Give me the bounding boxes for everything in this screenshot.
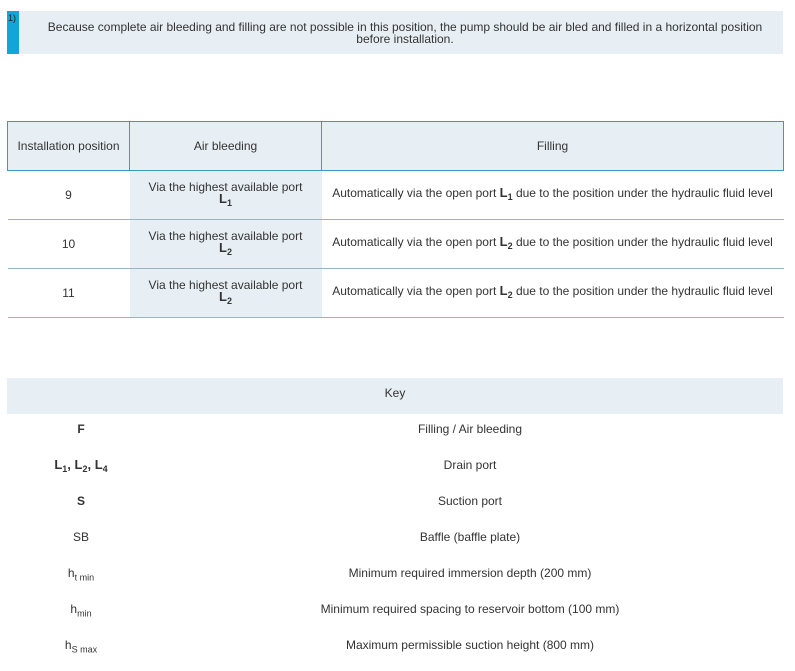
port-letter: L <box>499 185 508 200</box>
air-bleeding-port <box>219 191 232 206</box>
key-description: Drain port <box>443 458 497 472</box>
cell-position: 11 <box>8 269 130 318</box>
key-description: Suction port <box>437 494 503 508</box>
key-symbol <box>7 630 155 666</box>
port-subscript: 2 <box>507 290 513 300</box>
cell-position: 9 <box>8 171 130 220</box>
cell-air-bleeding <box>130 220 322 269</box>
symbol-letter: h <box>64 638 72 652</box>
key-symbol: SB <box>72 530 89 544</box>
key-row <box>7 486 783 522</box>
note-marker <box>7 11 19 54</box>
air-bleeding-port <box>219 240 232 255</box>
note-number: 1) <box>8 13 17 23</box>
key-symbol <box>7 594 155 630</box>
note-box <box>7 11 783 54</box>
filling-port <box>500 234 513 249</box>
symbol-separator: , <box>87 457 95 472</box>
table-row <box>8 269 784 318</box>
header-installation-position: Installation position <box>8 122 130 171</box>
key-header: Key <box>7 378 783 414</box>
symbol-subscript: min <box>77 608 92 619</box>
key-description: Minimum required spacing to reservoir bottom (100 mm) <box>320 602 620 616</box>
key-row <box>7 594 783 630</box>
header-filling: Filling <box>322 122 784 171</box>
table-row <box>8 220 784 269</box>
filling-prefix: Automatically via the open port <box>332 235 497 249</box>
key-row <box>7 522 783 558</box>
symbol-letter: L <box>54 457 63 472</box>
symbol-letter: L <box>74 457 83 472</box>
key-symbol: S <box>76 494 85 508</box>
symbol-subscript: 1 <box>62 464 68 474</box>
port-subscript: 2 <box>226 296 232 306</box>
filling-prefix: Automatically via the open port <box>332 284 497 298</box>
port-letter: L <box>219 289 227 304</box>
port-subscript: 1 <box>507 192 513 202</box>
cell-filling <box>322 269 784 318</box>
air-bleeding-text: Via the highest available port <box>148 229 303 243</box>
installation-table <box>7 121 784 318</box>
table-header-row <box>8 122 784 171</box>
key-row <box>7 558 783 594</box>
filling-port <box>500 283 513 298</box>
port-letter: L <box>219 240 227 255</box>
table-row <box>8 171 784 220</box>
symbol-subscript: 2 <box>82 464 88 474</box>
symbol-separator: , <box>67 457 75 472</box>
filling-suffix: due to the position under the hydraulic fluid level <box>515 284 773 298</box>
cell-air-bleeding <box>130 269 322 318</box>
symbol-letter: h <box>67 566 75 580</box>
key-row <box>7 630 783 666</box>
symbol-subscript: 4 <box>102 464 108 474</box>
key-description: Minimum required immersion depth (200 mm) <box>348 566 592 580</box>
key-symbol <box>7 558 155 594</box>
port-subscript: 1 <box>226 198 232 208</box>
note-text: Because complete air bleeding and filling are not possible in this position, the pump should be air bled and filled in a horizontal position before installation. <box>47 20 763 46</box>
key-description: Filling / Air bleeding <box>417 422 523 436</box>
port-letter: L <box>499 283 508 298</box>
port-letter: L <box>219 191 227 206</box>
key-row <box>7 450 783 486</box>
air-bleeding-text: Via the highest available port <box>148 278 303 292</box>
cell-position: 10 <box>8 220 130 269</box>
key-row <box>7 414 783 450</box>
header-air-bleeding: Air bleeding <box>130 122 322 171</box>
filling-prefix: Automatically via the open port <box>332 186 497 200</box>
symbol-letter: h <box>70 602 78 616</box>
filling-port <box>500 185 513 200</box>
symbol-letter: L <box>94 457 103 472</box>
key-description: Baffle (baffle plate) <box>419 530 521 544</box>
port-letter: L <box>499 234 508 249</box>
key-symbol: F <box>77 422 85 436</box>
symbol-subscript: S max <box>71 644 98 655</box>
air-bleeding-port <box>219 289 232 304</box>
air-bleeding-text: Via the highest available port <box>148 180 303 194</box>
port-subscript: 2 <box>226 247 232 257</box>
symbol-subscript: t min <box>74 572 95 583</box>
port-subscript: 2 <box>507 241 513 251</box>
filling-suffix: due to the position under the hydraulic fluid level <box>515 235 773 249</box>
filling-suffix: due to the position under the hydraulic fluid level <box>515 186 773 200</box>
cell-filling <box>322 171 784 220</box>
cell-air-bleeding <box>130 171 322 220</box>
cell-filling <box>322 220 784 269</box>
key-description: Maximum permissible suction height (800 mm) <box>345 638 595 652</box>
key-symbol <box>7 450 155 486</box>
